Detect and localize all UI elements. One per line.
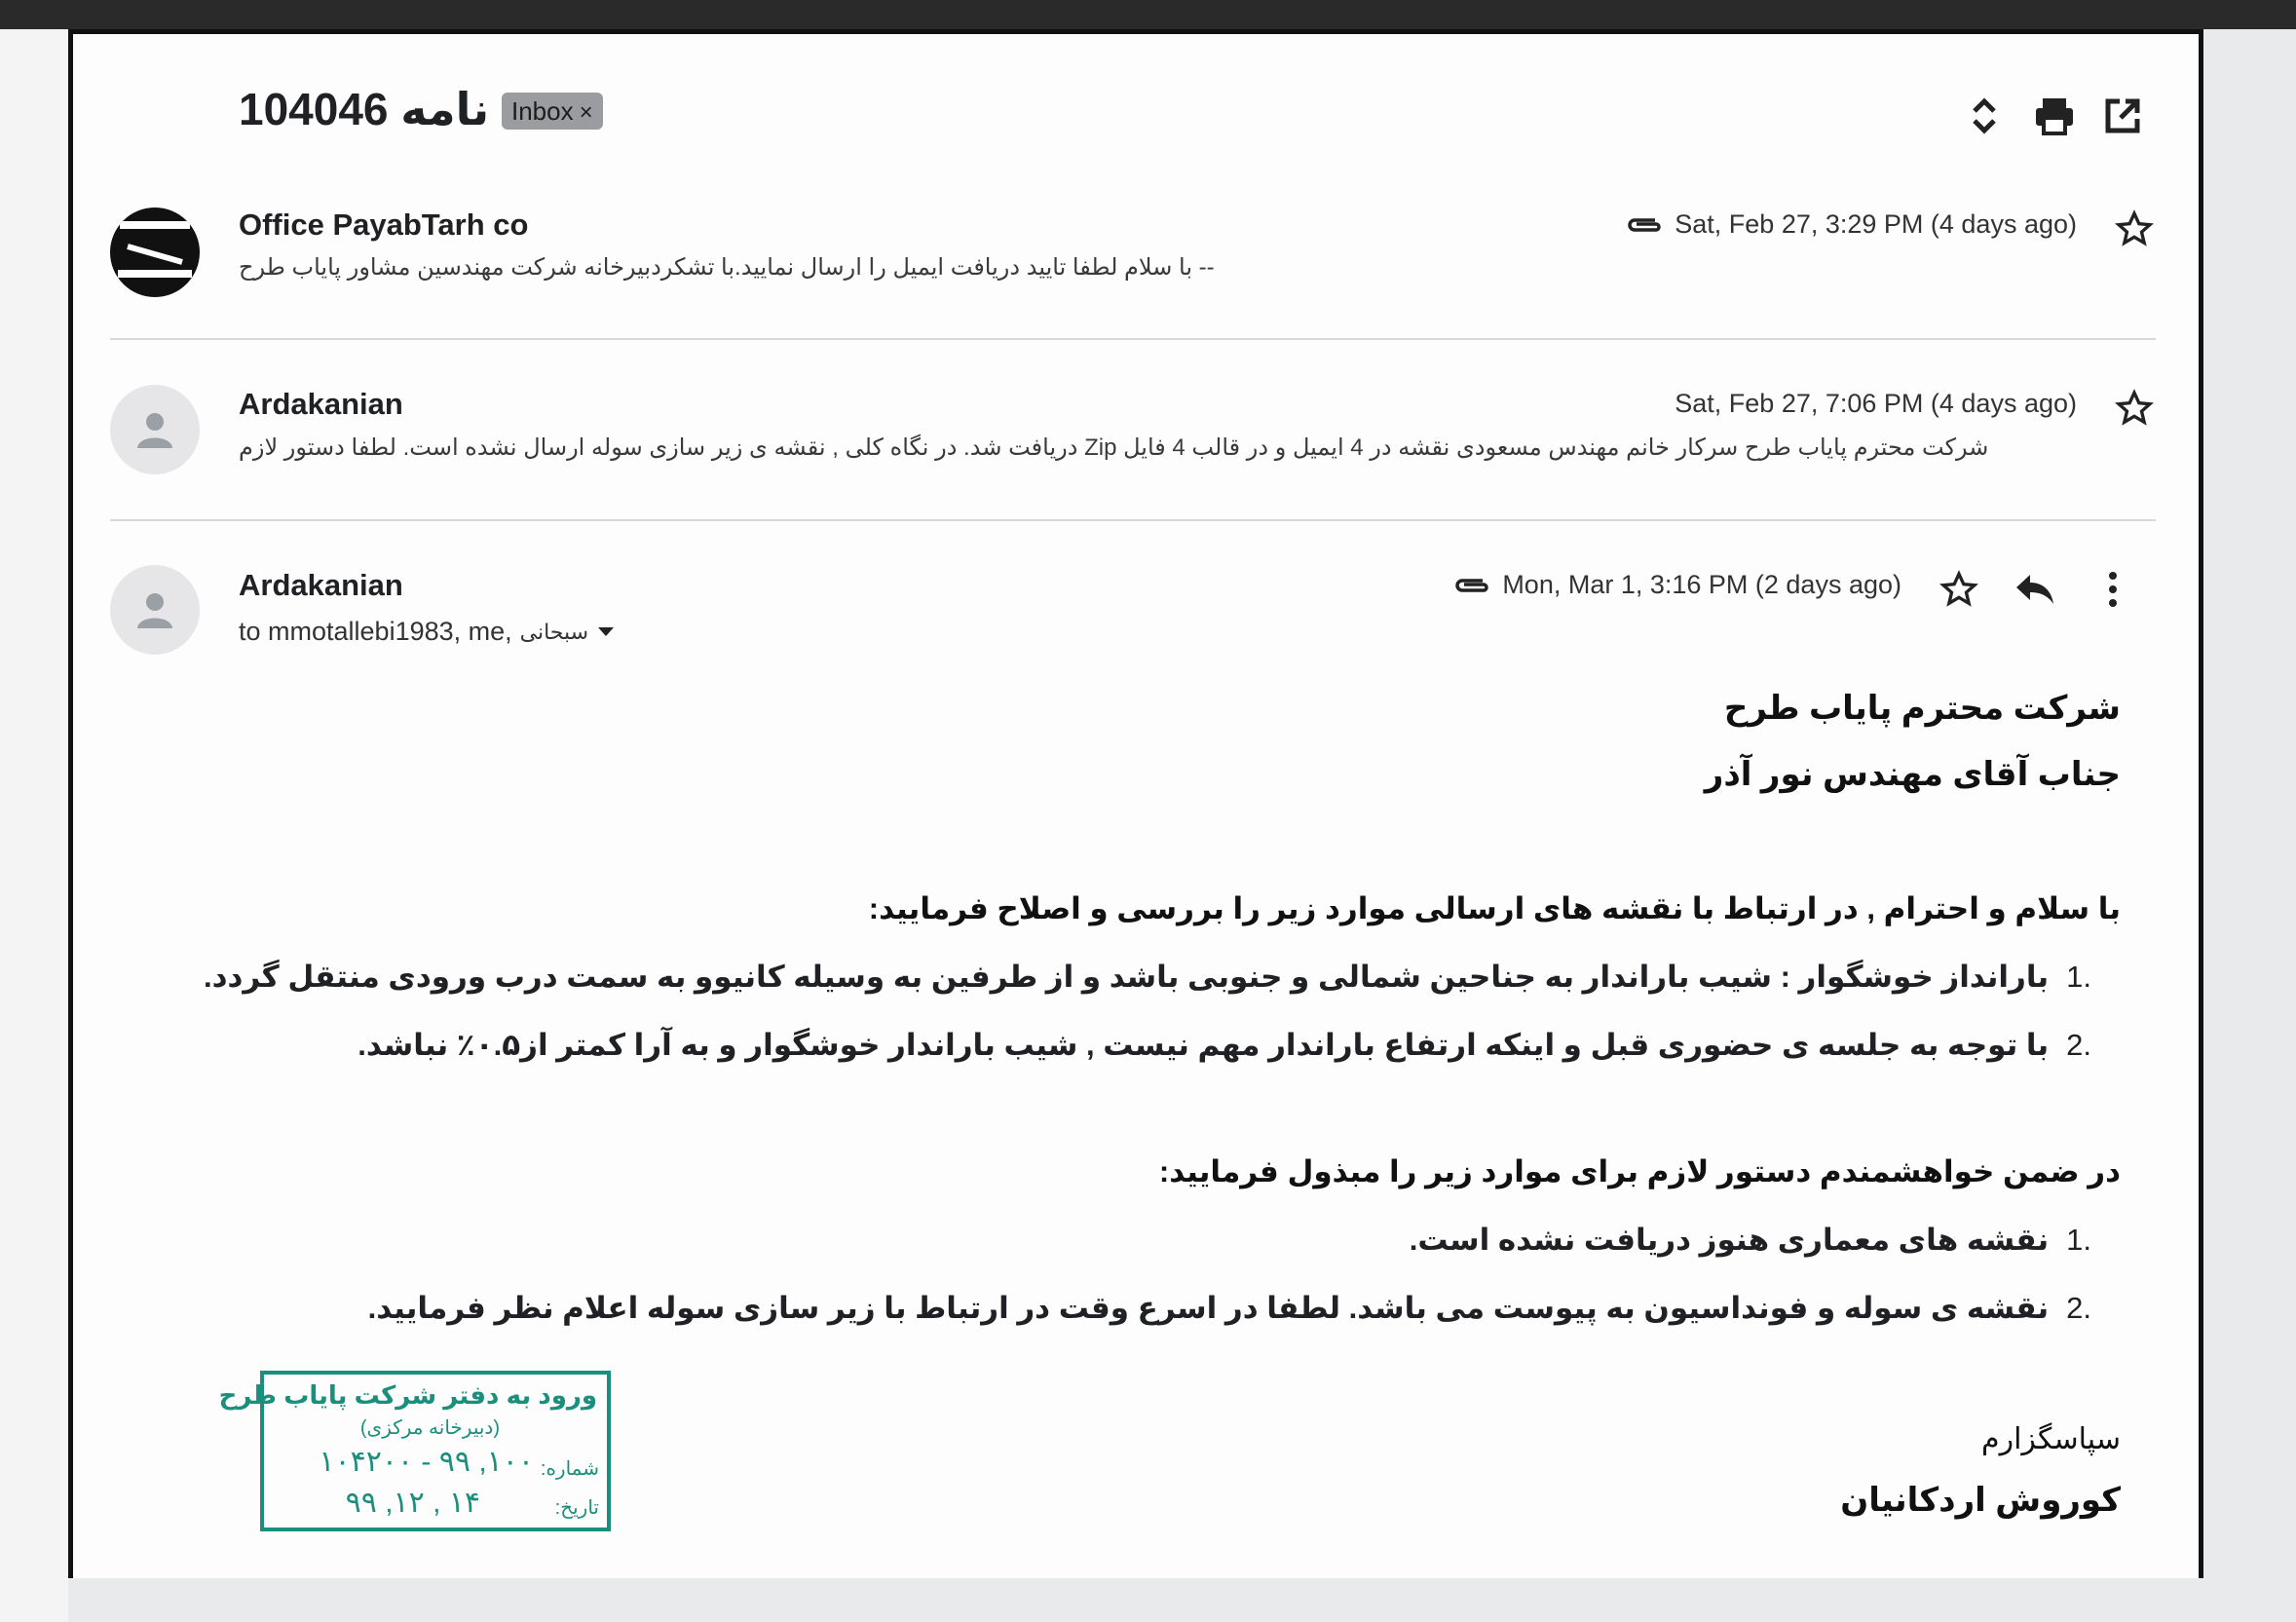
recipients-latin: to mmotallebi1983, me, [239, 617, 512, 646]
list-item [358, 1028, 2091, 1063]
inbox-label-chip[interactable] [502, 93, 603, 130]
message-date-text: Sat, Feb 27, 3:29 PM (4 days ago) [1675, 209, 2077, 239]
list-number: 1. [2066, 960, 2091, 994]
stamp-subtitle: (دبیرخانه مرکزی) [359, 1417, 500, 1439]
reply-icon[interactable] [2012, 566, 2058, 613]
chevron-down-icon[interactable] [596, 625, 616, 639]
stamp-number-value: ۱۰۴۲۰۰ - ۹۹ ,۱۰۰ [319, 1446, 534, 1478]
list-text: بارانداز خوشگوار : شیب باراندار به جناحین شمالی و جنوبی باشد و از طرفین به وسیله کانیوو به سمت درب ورودی منتقل گردد. [203, 960, 2050, 994]
sender-avatar [110, 565, 200, 655]
registration-stamp [218, 1371, 611, 1531]
expand-collapse-icon[interactable] [1961, 93, 2008, 139]
scan-left-edge [0, 29, 68, 1622]
star-icon[interactable] [2111, 385, 2158, 432]
intro-paragraph-2: در ضمن خواهشمندم دستور لازم برای موارد زیر را مبذول فرمایید: [1158, 1154, 2121, 1188]
list-text: نقشه های معماری هنوز دریافت نشده است. [1409, 1223, 2050, 1257]
list-item [204, 960, 2091, 995]
print-icon[interactable] [2031, 93, 2078, 139]
intro-paragraph: با سلام و احترام , در ارتباط با نقشه های ارسالی موارد زیر را بررسی و اصلاح فرمایید: [868, 891, 2121, 925]
message-date-text: Sat, Feb 27, 7:06 PM (4 days ago) [1675, 389, 2077, 418]
signature-name: کوروش اردکانیان [1840, 1482, 2121, 1519]
scan-top-edge [0, 0, 2296, 29]
closing-text: سپاسگزارم [1981, 1423, 2121, 1455]
stamp-date-label: تاریخ: [554, 1497, 599, 1519]
stamp-date-value: ۹۹ ,۱۲ , ۱۴ [345, 1487, 480, 1519]
star-icon[interactable] [2111, 206, 2158, 252]
remove-label-icon[interactable]: × [579, 99, 593, 126]
page-title [239, 83, 489, 135]
subject-prefix: نامه [400, 84, 490, 134]
list-text: با توجه به جلسه ی حضوری قبل و اینکه ارتفاع باراندار مهم نیست , شیب باراندار خوشگوار و به آرا کمتر از۰.۵٪ نباشد. [358, 1028, 2050, 1062]
sender-name: Office PayabTarh co [239, 207, 529, 242]
attachment-icon [1626, 214, 1663, 236]
message-date-text: Mon, Mar 1, 3:16 PM (2 days ago) [1502, 570, 1901, 599]
sender-avatar [110, 385, 200, 474]
message-snippet[interactable]: شرکت محترم پایاب طرح سرکار خانم مهندس مسعودی نقشه در 4 ایمیل و در قالب 4 فایل Zip دریافت شد. در نگاه کلی , نقشه ی زیر سازی سوله ارسال نشده است. لطفا دستور لازم [239, 434, 1989, 461]
list-item [368, 1291, 2091, 1326]
list-number: 1. [2066, 1223, 2091, 1257]
list-number: 2. [2066, 1291, 2091, 1325]
attachment-icon [1453, 575, 1490, 596]
list-number: 2. [2066, 1028, 2091, 1062]
greeting-company: شرکت محترم پایاب طرح [1723, 690, 2121, 727]
greeting-person: جناب آقای مهندس نور آذر [1704, 756, 2121, 793]
message-snippet[interactable]: -- با سلام لطفا تایید دریافت ایمیل را ارسال نمایید.با تشکردبیرخانه شرکت مهندسین مشاور پایاب طرح [239, 254, 1215, 281]
star-icon[interactable] [1936, 566, 1982, 613]
subject-number: 104046 [239, 84, 389, 134]
open-in-new-window-icon[interactable] [2099, 93, 2146, 139]
stamp-title: ورود به دفتر شرکت پایاب طرح [218, 1380, 597, 1410]
stamp-number-label: شماره: [540, 1458, 599, 1480]
inbox-label-text: Inbox [511, 96, 574, 126]
message-date [1675, 389, 2077, 419]
recipients-line[interactable] [239, 617, 616, 647]
message-divider [110, 519, 2156, 521]
more-options-icon[interactable] [2089, 566, 2136, 613]
sender-logo-avatar [110, 207, 200, 297]
list-item [1410, 1223, 2091, 1258]
sender-name: Ardakanian [239, 387, 403, 421]
message-date [1453, 570, 1901, 600]
message-date [1626, 209, 2077, 240]
list-text: نقشه ی سوله و فونداسیون به پیوست می باشد. لطفا در اسرع وقت در ارتباط با زیر سازی سوله اعلام نظر فرمایید. [367, 1291, 2050, 1325]
email-thread-page [68, 29, 2203, 1578]
sender-name: Ardakanian [239, 568, 403, 602]
message-divider [110, 338, 2156, 340]
recipients-farsi: سبحانی [519, 619, 589, 644]
